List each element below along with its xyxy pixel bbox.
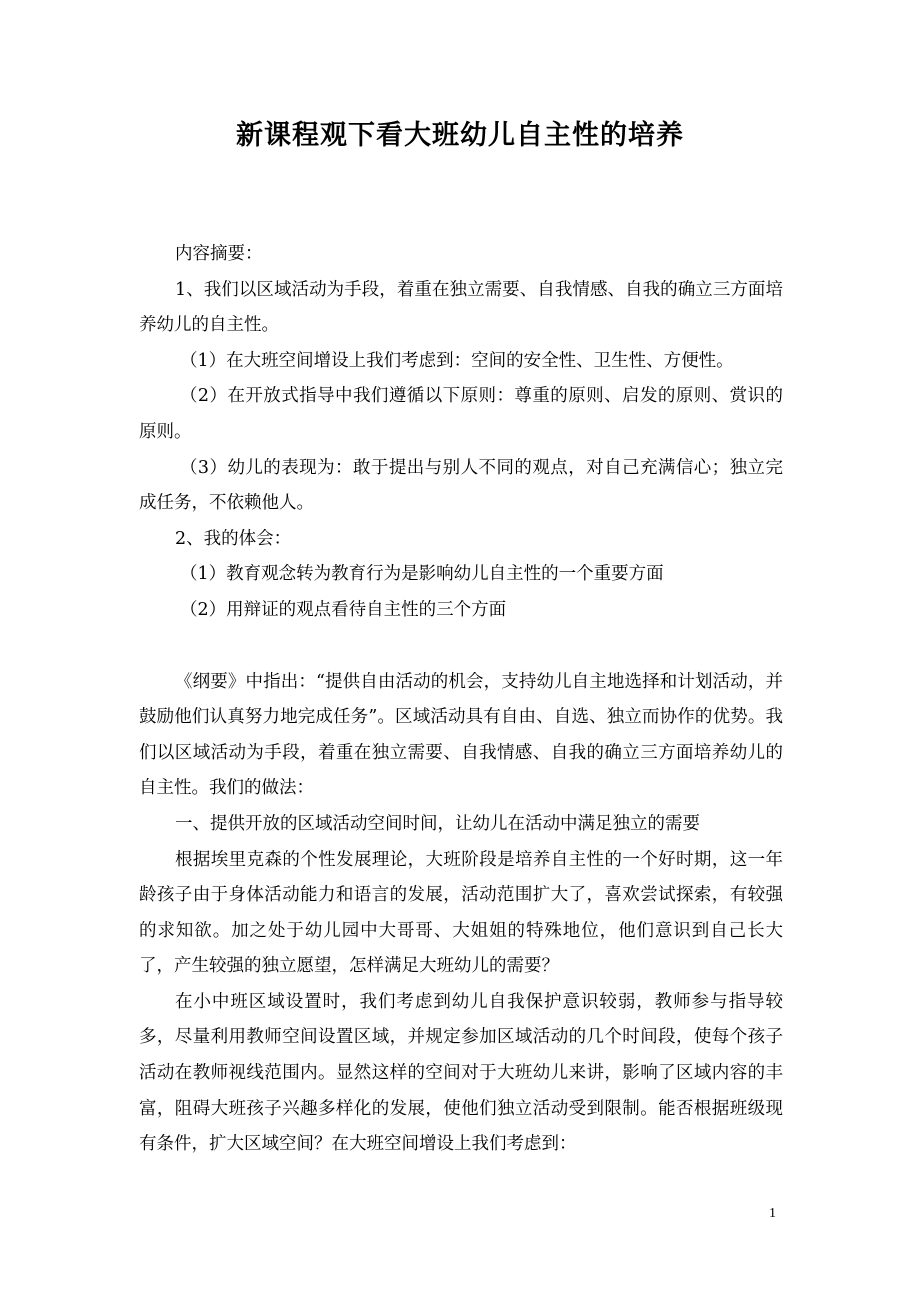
abstract-item: （1）在大班空间增设上我们考虑到：空间的安全性、卫生性、方便性。 xyxy=(180,350,734,371)
page-number: 1 xyxy=(769,1206,776,1221)
document-title: 新课程观下看大班幼儿自主性的培养 xyxy=(236,120,684,151)
document-body xyxy=(139,237,783,1163)
abstract-heading: 内容摘要： xyxy=(175,244,263,264)
abstract-item: （3）幼儿的表现为：敢于提出与别人不同的观点，对自己充满信心；独立完成任务，不依赖他人。 xyxy=(139,457,783,514)
abstract-item: （1）教育观念转为教育行为是影响幼儿自主性的一个重要方面 xyxy=(180,564,664,585)
body-paragraph: 《纲要》中指出：“提供自由活动的机会，支持幼儿自主地选择和计划活动，并鼓励他们认真努力地完成任务”。区域活动具有自由、自选、独立而协作的优势。我们以区域活动为手段，着重在独立需要、自我情感、自我的确立三方面培养幼儿的自主性。我们的做法： xyxy=(139,671,783,799)
abstract-item: （2）用辩证的观点看待自主性的三个方面 xyxy=(180,599,507,620)
body-paragraph: 在小中班区域设置时，我们考虑到幼儿自我保护意识较弱，教师参与指导较多，尽量利用教师空间设置区域，并规定参加区域活动的几个时间段，使每个孩子活动在教师视线范围内。显然这样的空间对于大班幼儿来讲，影响了区域内容的丰富，阻碍大班孩子兴趣多样化的发展，使他们独立活动受到限制。能否根据班级现有条件，扩大区域空间？在大班空间增设上我们考虑到： xyxy=(139,991,783,1155)
abstract-item: （2）在开放式指导中我们遵循以下原则：尊重的原则、启发的原则、赏识的原则。 xyxy=(139,386,783,442)
abstract-item: 2、我的体会： xyxy=(175,528,292,549)
section-gap xyxy=(139,629,783,665)
abstract-item: 1、我们以区域活动为手段，着重在独立需要、自我情感、自我的确立三方面培养幼儿的自主性。 xyxy=(139,279,783,336)
body-paragraph: 根据埃里克森的个性发展理论，大班阶段是培养自主性的一个好时期，这一年龄孩子由于身体活动能力和语言的发展，活动范围扩大了，喜欢尝试探索，有较强的求知欲。加之处于幼儿园中大哥哥、大姐姐的特殊地位，他们意识到自己长大了，产生较强的独立愿望，怎样满足大班幼儿的需要？ xyxy=(139,849,783,977)
section-heading: 一、提供开放的区域活动空间时间，让幼儿在活动中满足独立的需要 xyxy=(175,813,700,834)
